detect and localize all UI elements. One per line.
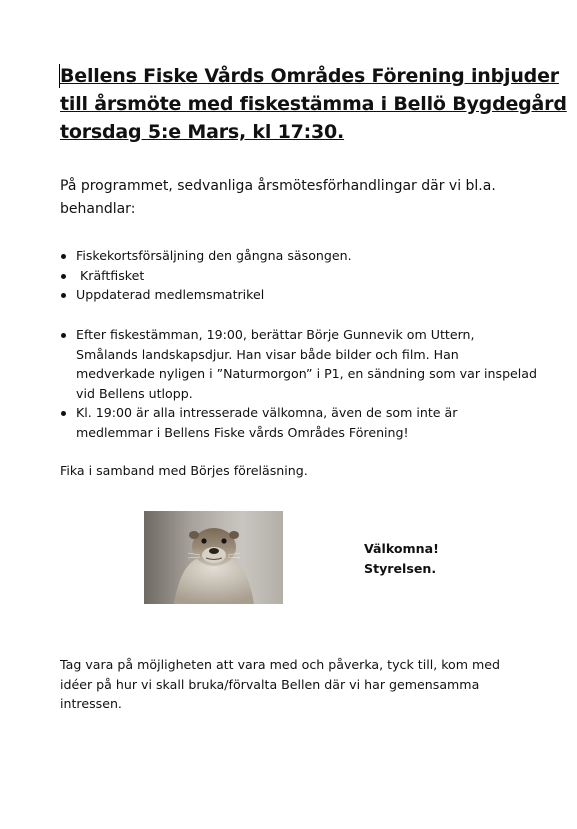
list-item-line: Efter fiskestämman, 19:00, berättar Börje Gunnevik om Uttern, <box>76 327 475 342</box>
greeting-line: Välkomna! <box>364 541 439 556</box>
list-item-line: medlemmar i Bellens Fiske vårds Områdes Förening! <box>76 424 409 440</box>
list-item <box>60 246 540 266</box>
agenda-list <box>60 246 540 305</box>
info-list <box>60 325 540 442</box>
list-item <box>60 266 540 286</box>
title-line: Bellens Fiske Vårds Områdes Förening inbjuder <box>60 65 559 87</box>
closing-line: idéer på hur vi skall bruka/förvalta Bellen där vi har gemensamma <box>60 676 480 692</box>
list-item-text: Fiskekortsförsäljning den gångna säsongen. <box>76 248 352 263</box>
list-item-text: Uppdaterad medlemsmatrikel <box>76 287 265 302</box>
title-line: till årsmöte med fiskestämma i Bellö Bygdegård <box>60 93 567 115</box>
list-item-line: Smålands landskapsdjur. Han visar både bilder och film. Han <box>76 346 459 362</box>
list-item-text: Kräftfisket <box>76 267 145 283</box>
list-item <box>60 403 540 442</box>
program-intro <box>60 175 540 221</box>
list-item-line: medverkade nyligen i ”Naturmorgon” i P1, en sändning som var inspelad <box>76 366 538 381</box>
greeting <box>364 539 439 579</box>
otter-photo <box>144 511 283 604</box>
list-item-line: vid Bellens utlopp. <box>76 385 193 401</box>
title-line: torsdag 5:e Mars, kl 17:30. <box>60 121 345 143</box>
closing-line: Tag vara på möjligheten att vara med och påverka, tyck till, kom med <box>60 657 501 672</box>
invitation-title <box>60 62 567 146</box>
fika-note: Fika i samband med Börjes föreläsning. <box>60 463 308 478</box>
list-item <box>60 285 540 305</box>
intro-line: behandlar: <box>60 201 136 217</box>
list-item-line: Kl. 19:00 är alla intresserade välkomna, även de som inte är <box>76 405 458 420</box>
closing-line: intressen. <box>60 696 122 711</box>
list-item <box>60 325 540 403</box>
intro-line: På programmet, sedvanliga årsmötesförhandlingar där vi bl.a. <box>60 178 496 194</box>
closing-paragraph <box>60 655 540 714</box>
greeting-line: Styrelsen. <box>364 561 437 576</box>
